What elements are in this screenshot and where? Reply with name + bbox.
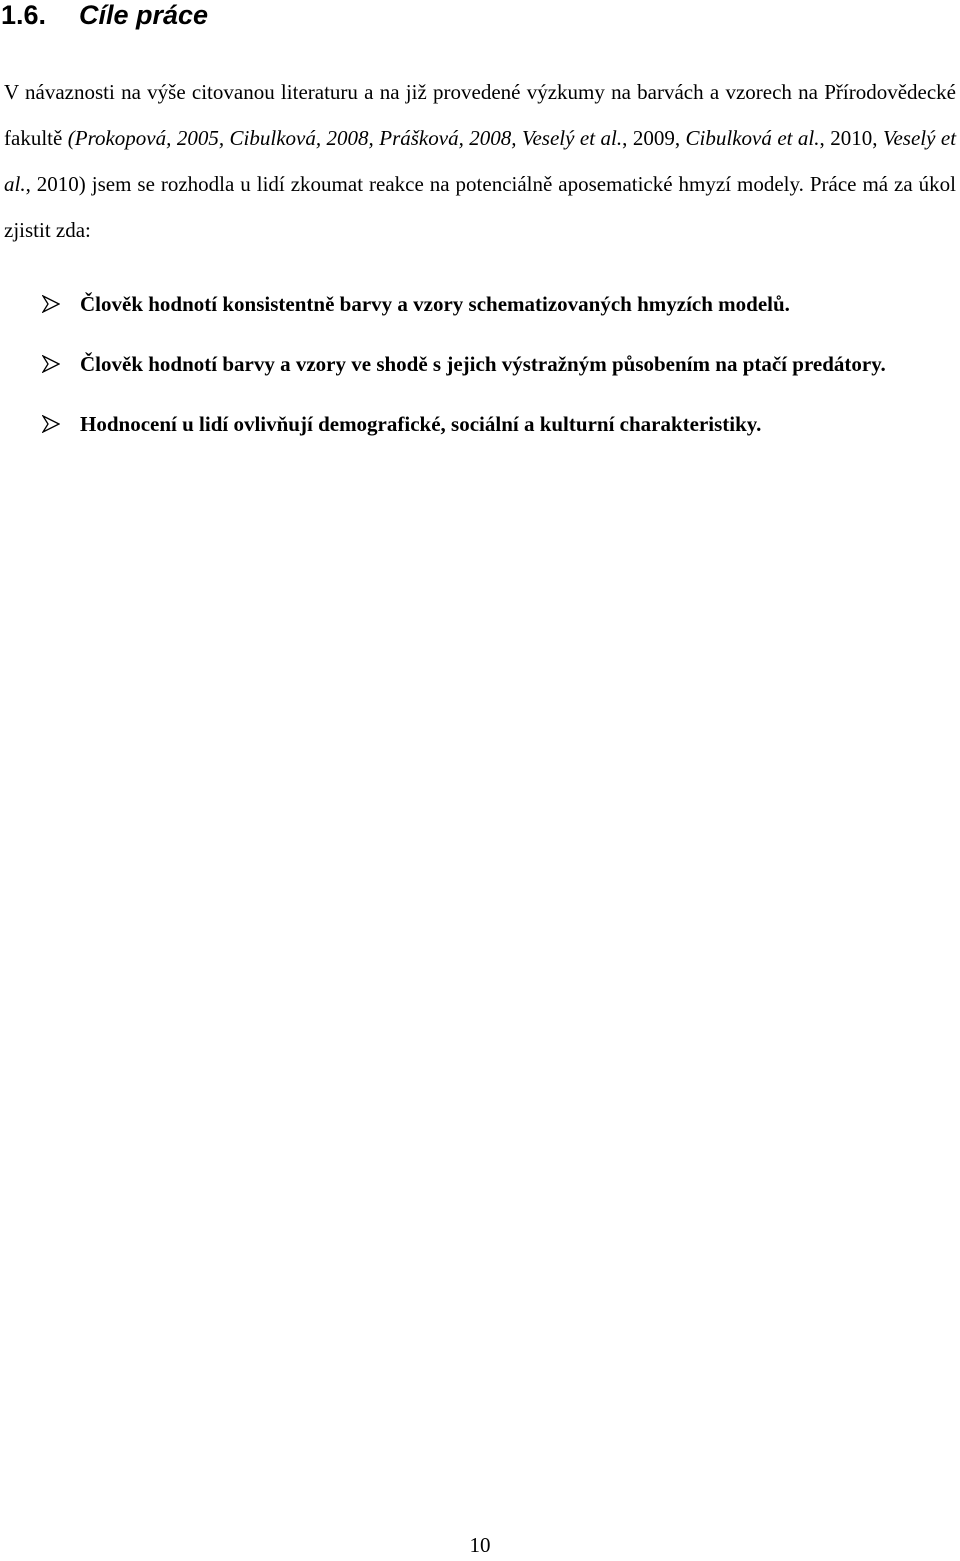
list-item-text: Člověk hodnotí konsistentně barvy a vzory schematizovaných hmyzích modelů. xyxy=(80,292,790,316)
paragraph-intro: V návaznosti na výše citovanou literaturu a na již provedené výzkumy na barvách a vzorech na Přírodovědecké fakultě xyxy=(4,80,956,150)
list-item xyxy=(0,394,956,454)
list-item xyxy=(0,334,956,394)
arrowhead-bullet-icon xyxy=(42,295,60,313)
arrowhead-bullet-icon xyxy=(42,355,60,373)
citation-vesely: Veselý et al. xyxy=(4,126,957,196)
arrowhead-bullet-icon xyxy=(42,415,60,433)
aims-list xyxy=(0,274,956,454)
citation-year-2009: , 2009, xyxy=(622,126,686,150)
paragraph-conclusion: jsem se rozhodla u lidí zkoumat reakce na potenciálně aposematické hmyzí modely. Práce má za úkol zjistit zda: xyxy=(4,172,957,242)
page-number: 10 xyxy=(469,1533,491,1557)
section-heading xyxy=(1,0,208,32)
section-number: 1.6. xyxy=(1,0,47,30)
section-title: Cíle práce xyxy=(79,0,209,30)
citation-year-2010b: , 2010) xyxy=(25,172,86,196)
citation-cibulkova: Cibulková et al. xyxy=(685,126,820,150)
list-item xyxy=(0,274,956,334)
citation-year-2010a: , 2010, xyxy=(819,126,883,150)
list-item-text: Člověk hodnotí barvy a vzory ve shodě s jejich výstražným působením na ptačí predátory. xyxy=(80,352,886,376)
intro-paragraph xyxy=(4,69,956,253)
list-item-text: Hodnocení u lidí ovlivňují demografické, sociální a kulturní charakteristiky. xyxy=(80,412,762,436)
citation-list: (Prokopová, 2005, Cibulková, 2008, Prášková, 2008, Veselý et al. xyxy=(67,126,623,150)
